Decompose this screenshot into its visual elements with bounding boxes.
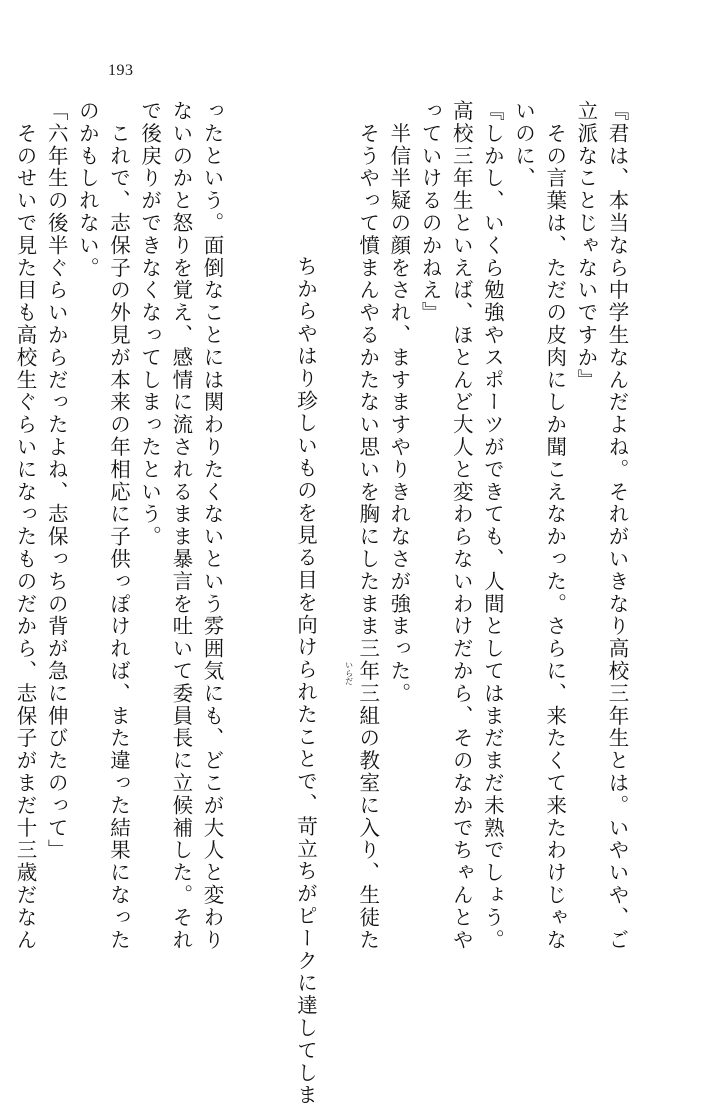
text-line: そうやって憤まんやるかたない思いを胸にしたまま三年三組の教室に入り、生徒た [355,100,380,952]
text-line: ったという。面倒なことには関わりたくないという雰囲気にも、どこが大人と変わり [199,100,224,952]
text-line: 「六年生の後半ぐらいからだったよね、志保っちの背が急に伸びたのって」 [44,100,69,862]
text-line: 半信半疑の顔をされ、ますますやりきれなさが強まった。 [386,100,411,705]
text-line: で後戻りができなくなってしまったという。 [137,100,162,548]
text-line: っていけるのかねえ』 [418,100,443,324]
page-number: 193 [108,62,134,79]
text-line: そのせいで見た目も高校生ぐらいになったものだから、志保子がまだ十三歳だなん [13,100,38,952]
text-line: ないのかと怒りを覚え、感情に流されるまま暴言を吐いて委員長に立候補した。それ [168,100,193,952]
text-line: いのに、 [511,100,536,190]
ruby-annotation: いらだ [344,661,354,685]
text-line: 高校三年生といえば、ほとんど大人と変わらないわけだから、そのなかでちゃんとや [449,100,474,952]
text-line: その言葉は、ただの皮肉にしか聞こえなかった。さらに、来たくて来たわけじゃな [542,100,567,952]
vertical-text-body [13,100,632,1107]
text-line: これで、志保子の外見が本来の年相応に子供っぽければ、また違った結果になった [106,100,131,952]
text-line: 『しかし、いくら勉強やスポーツができても、人間としてはまだまだ未熟でしょう。 [480,100,505,952]
text-line-with-ruby [227,100,354,1107]
text-line: のかもしれない。 [75,100,100,280]
text-line: 立派なことじゃないですか』 [573,100,598,392]
text-line-text: ちからやはり珍しいものを見る目を向けられたことで、苛立ちがピークに達してしま [293,255,318,1107]
text-line: 『君は、本当なら中学生なんだよね。それがいきなり高校三年生とは。いやいや、ご [605,100,629,952]
